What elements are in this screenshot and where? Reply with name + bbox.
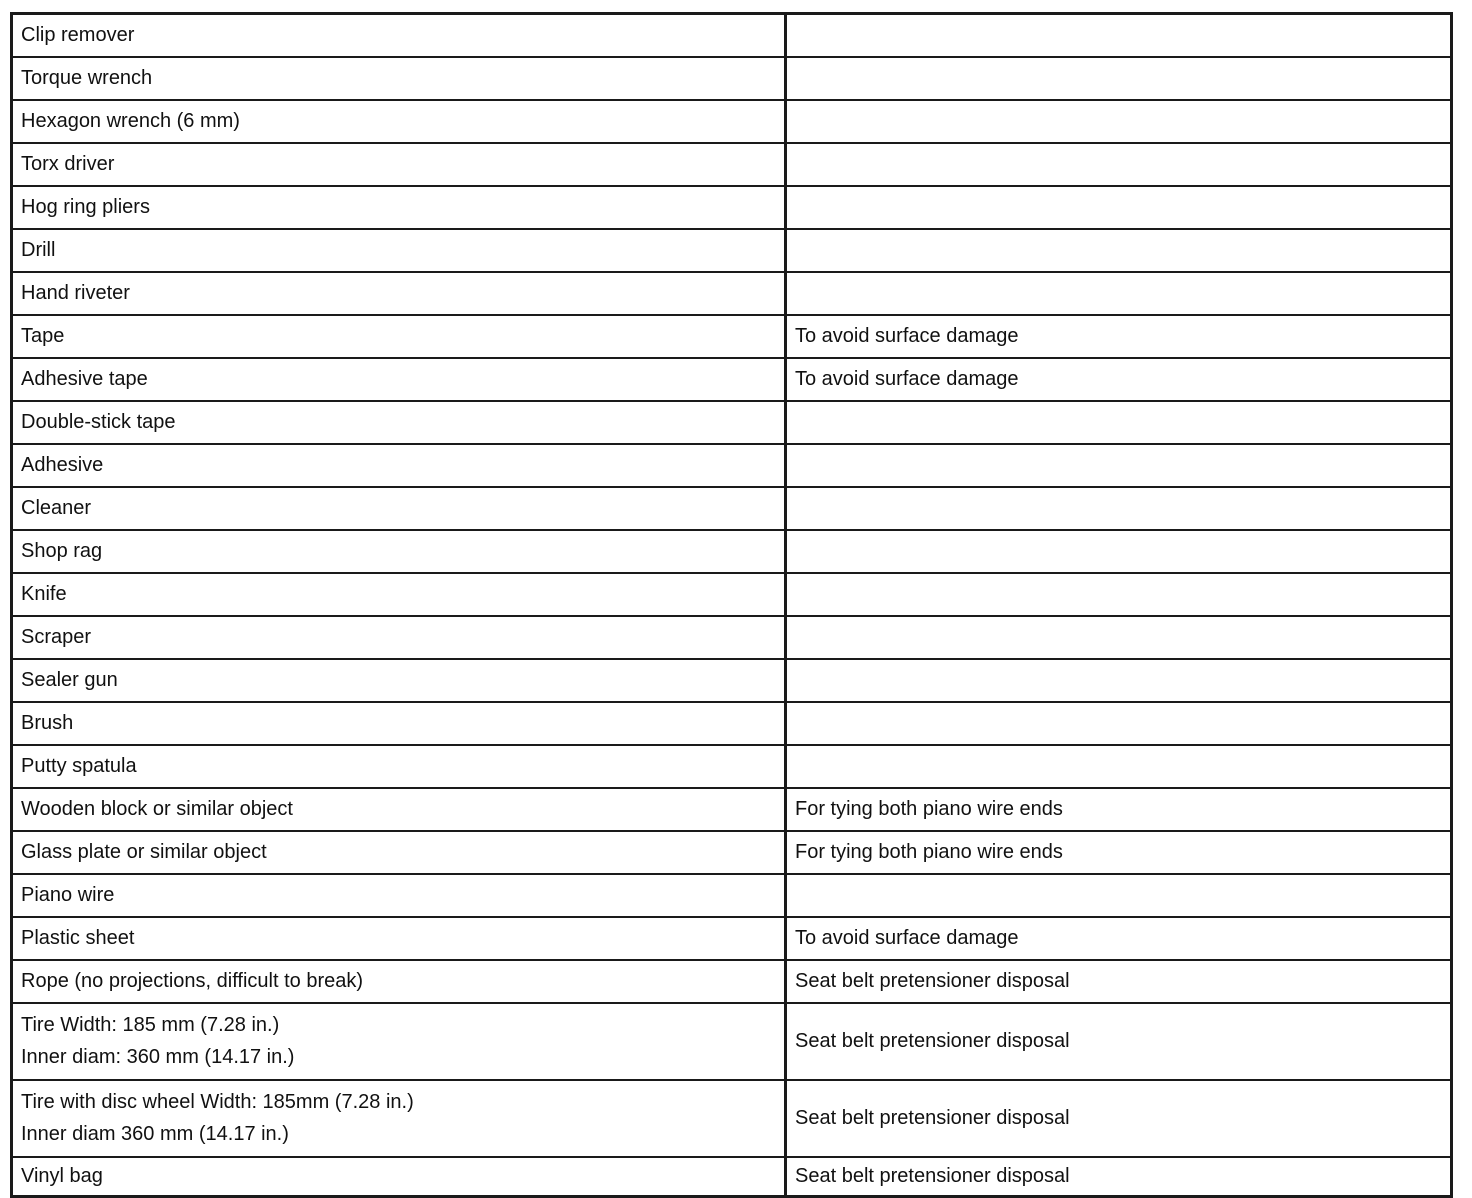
table-row <box>12 960 1452 1003</box>
tool-name: Hexagon wrench (6 mm) <box>21 110 240 132</box>
table-row <box>12 788 1452 831</box>
table-row <box>12 1003 1452 1080</box>
note-text: To avoid surface damage <box>795 368 1019 390</box>
tool-cell <box>12 745 786 788</box>
tool-name: Rope (no projections, difficult to break) <box>21 970 364 992</box>
note-cell <box>786 530 1452 573</box>
tool-cell <box>12 315 786 358</box>
table-row <box>12 100 1452 143</box>
note-cell <box>786 659 1452 702</box>
note-text: To avoid surface damage <box>795 325 1019 347</box>
tool-cell <box>12 1080 786 1157</box>
tool-name: Adhesive tape <box>21 368 148 390</box>
note-cell <box>786 1003 1452 1080</box>
tools-table <box>10 12 1453 1198</box>
note-cell <box>786 100 1452 143</box>
tool-cell <box>12 573 786 616</box>
tool-name: Shop rag <box>21 540 103 562</box>
note-cell <box>786 143 1452 186</box>
tool-name: Torque wrench <box>21 67 153 89</box>
note-cell <box>786 874 1452 917</box>
note-cell <box>786 14 1452 57</box>
tool-cell <box>12 702 786 745</box>
table-row <box>12 186 1452 229</box>
tool-name: Torx driver <box>21 153 115 175</box>
tool-name: Adhesive <box>21 454 104 476</box>
table-row <box>12 745 1452 788</box>
note-text: Seat belt pretensioner disposal <box>795 970 1070 992</box>
table-row <box>12 659 1452 702</box>
tool-name: Inner diam: 360 mm (14.17 in.) <box>21 1046 295 1068</box>
note-cell <box>786 272 1452 315</box>
table-row <box>12 358 1452 401</box>
table-row <box>12 530 1452 573</box>
tool-cell <box>12 831 786 874</box>
tools-table-body <box>12 14 1452 1197</box>
table-row <box>12 272 1452 315</box>
tool-cell <box>12 1157 786 1197</box>
tool-name: Cleaner <box>21 497 92 519</box>
note-text: For tying both piano wire ends <box>795 841 1063 863</box>
tool-name: Double-stick tape <box>21 411 176 433</box>
note-text: Seat belt pretensioner disposal <box>795 1107 1070 1129</box>
note-cell <box>786 444 1452 487</box>
note-text: To avoid surface damage <box>795 927 1019 949</box>
note-cell <box>786 57 1452 100</box>
table-row <box>12 1080 1452 1157</box>
tool-cell <box>12 1003 786 1080</box>
tool-cell <box>12 530 786 573</box>
tool-cell <box>12 444 786 487</box>
note-cell <box>786 917 1452 960</box>
tool-name: Tape <box>21 325 65 347</box>
table-row <box>12 229 1452 272</box>
note-text: Seat belt pretensioner disposal <box>795 1030 1070 1052</box>
tool-name: Knife <box>21 583 67 605</box>
tool-name: Plastic sheet <box>21 927 135 949</box>
table-row <box>12 315 1452 358</box>
tool-name: Glass plate or similar object <box>21 841 267 863</box>
table-row <box>12 57 1452 100</box>
tool-name: Putty spatula <box>21 755 137 777</box>
table-row <box>12 401 1452 444</box>
tool-cell <box>12 14 786 57</box>
note-cell <box>786 702 1452 745</box>
tool-name: Inner diam 360 mm (14.17 in.) <box>21 1123 289 1145</box>
table-row <box>12 1157 1452 1197</box>
note-cell <box>786 960 1452 1003</box>
note-cell <box>786 315 1452 358</box>
note-cell <box>786 616 1452 659</box>
note-text: Seat belt pretensioner disposal <box>795 1165 1070 1188</box>
tool-name: Clip remover <box>21 24 135 47</box>
tool-cell <box>12 186 786 229</box>
tool-cell <box>12 616 786 659</box>
tool-cell <box>12 659 786 702</box>
note-cell <box>786 1157 1452 1197</box>
table-row <box>12 831 1452 874</box>
table-row <box>12 573 1452 616</box>
note-cell <box>786 229 1452 272</box>
table-row <box>12 487 1452 530</box>
tool-cell <box>12 57 786 100</box>
note-cell <box>786 788 1452 831</box>
table-row <box>12 616 1452 659</box>
tool-cell <box>12 100 786 143</box>
tool-name: Sealer gun <box>21 669 118 691</box>
note-cell <box>786 745 1452 788</box>
table-row <box>12 702 1452 745</box>
note-cell <box>786 1080 1452 1157</box>
note-cell <box>786 186 1452 229</box>
tool-name: Brush <box>21 712 74 734</box>
tool-name: Hand riveter <box>21 282 130 304</box>
note-cell <box>786 401 1452 444</box>
tool-cell <box>12 229 786 272</box>
note-text: For tying both piano wire ends <box>795 798 1063 820</box>
tool-cell <box>12 917 786 960</box>
tool-name: Tire Width: 185 mm (7.28 in.) <box>21 1014 280 1036</box>
table-row <box>12 917 1452 960</box>
tool-name: Wooden block or similar object <box>21 798 293 820</box>
table-row <box>12 444 1452 487</box>
tool-cell <box>12 401 786 444</box>
tool-cell <box>12 358 786 401</box>
tool-cell <box>12 272 786 315</box>
note-cell <box>786 831 1452 874</box>
tool-name: Hog ring pliers <box>21 196 150 218</box>
table-row <box>12 874 1452 917</box>
note-cell <box>786 487 1452 530</box>
tool-cell <box>12 143 786 186</box>
table-row <box>12 14 1452 57</box>
note-cell <box>786 358 1452 401</box>
tool-name: Tire with disc wheel Width: 185mm (7.28 in.) <box>21 1091 414 1113</box>
tool-cell <box>12 960 786 1003</box>
note-cell <box>786 573 1452 616</box>
tool-name: Drill <box>21 239 56 261</box>
tool-name: Piano wire <box>21 884 115 906</box>
table-row <box>12 143 1452 186</box>
tool-cell <box>12 874 786 917</box>
tool-cell <box>12 487 786 530</box>
tool-name: Scraper <box>21 626 92 648</box>
tool-name: Vinyl bag <box>21 1165 103 1188</box>
tool-cell <box>12 788 786 831</box>
